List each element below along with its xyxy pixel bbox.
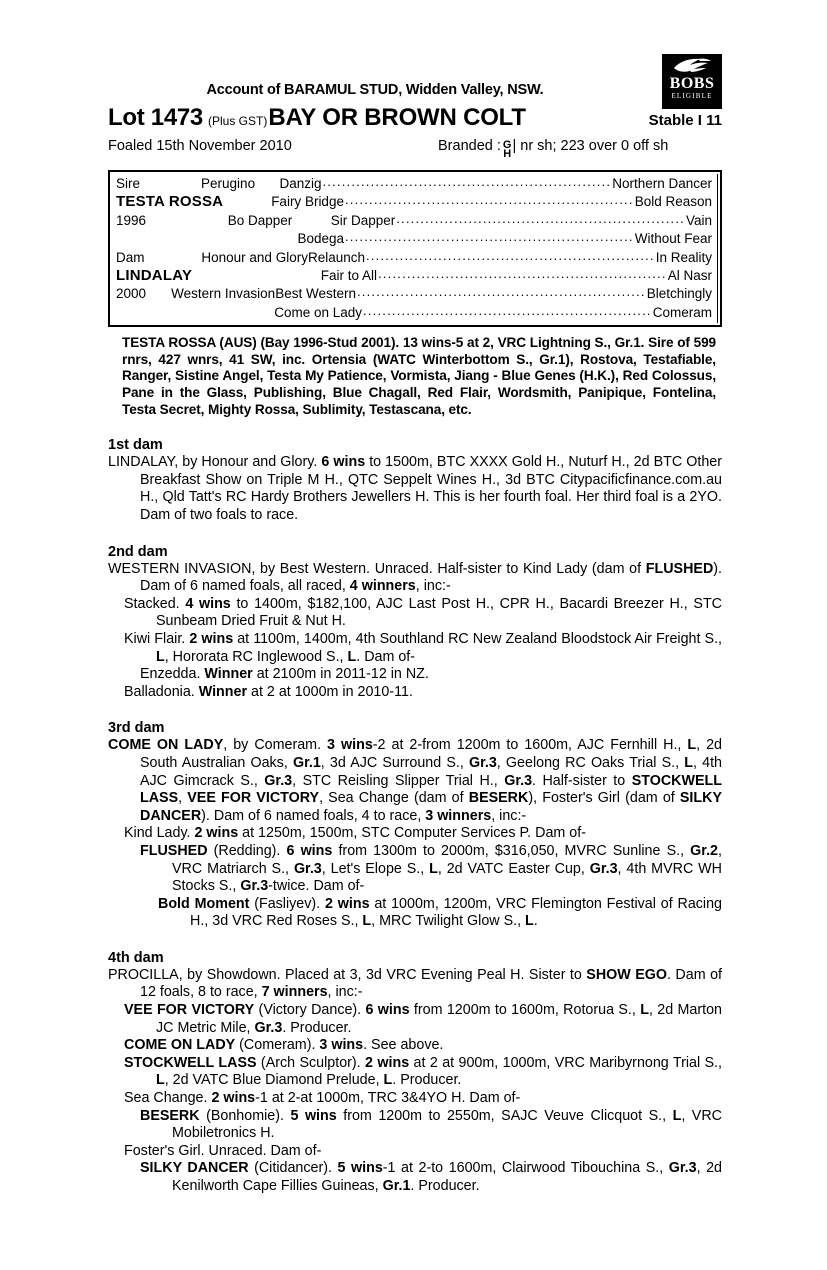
- pedigree-grandparents: [274, 304, 718, 322]
- pedigree-paragraph: COME ON LADY (Comeram). 3 wins. See above.: [124, 1037, 444, 1054]
- brand-symbol: [503, 141, 512, 159]
- foaled-branded-row: [108, 138, 722, 161]
- pedigree-parent: [223, 193, 271, 211]
- pedigree-great-grandparent: In Reality: [655, 249, 712, 265]
- plus-gst-note: (Plus GST): [207, 114, 268, 128]
- bobs-eligible-text: ELIGIBLE: [671, 92, 713, 100]
- pedigree-paragraph: Kind Lady. 2 wins at 1250m, 1500m, STC Computer Services P. Dam of-: [124, 825, 586, 842]
- pedigree-label: [116, 230, 210, 248]
- pedigree-paragraph: Balladonia. Winner at 2 at 1000m in 2010-11.: [124, 683, 413, 700]
- pedigree-grandparent: Sir Dapper: [330, 212, 396, 228]
- dam-heading: 1st dam: [108, 437, 163, 454]
- branded-description: | nr sh; 223 over 0 off sh: [512, 138, 669, 154]
- pedigree-great-grandparent: Vain: [685, 212, 712, 228]
- pedigree-grandparent: Best Western: [275, 286, 356, 302]
- page-content: [108, 44, 722, 1196]
- pedigree-paragraph: PROCILLA, by Showdown. Placed at 3, 3d VRC Evening Peal H. Sister to SHOW EGO. Dam of 12 foals, 8 to race, 7 winners, inc:-: [108, 966, 722, 1001]
- pedigree-table: [108, 170, 722, 327]
- dot-leader: ............................................................: [344, 192, 634, 208]
- pedigree-label: Dam: [116, 249, 145, 265]
- sire-summary: TESTA ROSSA (AUS) (Bay 1996-Stud 2001). 13 wins-5 at 2, VRC Lightning S., Gr.1. Sire of 599 rnrs, 427 wnrs, 41 SW, inc. Ortensia (WATC Winterbottom S., Gr.1), Rostova, Testafiable, Ranger, Sistine Angel, Testa My Patience, Vormista, Jiang - Blue Genes (H.K.), Red Colossus, Pane in the Glass, Publishing, Blue Chagall, Red Flair, Wordsmith, Panipique, Fontelina, Testa Secret, Mighty Rossa, Sublimity, Testascana, etc.: [122, 335, 716, 417]
- bobs-wordmark: BOBS: [669, 75, 715, 92]
- pedigree-paragraph: Enzedda. Winner at 2100m in 2011-12 in NZ.: [140, 666, 429, 683]
- pedigree-paragraph: COME ON LADY, by Comeram. 3 wins-2 at 2-from 1200m to 1600m, AJC Fernhill H., L, 2d South Australian Oaks, Gr.1, 3d AJC Surround S., Gr.3, Geelong RC Oaks Trial S., L, 4th AJC Gimcrack S., Gr.3, STC Reisling Slipper Trial H., Gr.3. Half-sister to STOCKWELL LASS, VEE FOR VICTORY, Sea Change (dam of BESERK), Foster's Girl (dam of SILKY DANCER). Dam of 6 named foals, 4 to race, 3 winners, inc:-: [108, 737, 723, 824]
- pedigree-paragraph: STOCKWELL LASS (Arch Sculptor). 2 wins at 2 at 900m, 1000m, VRC Maribyrnong Trial S., L, 2d VATC Blue Diamond Prelude, L. Producer.: [124, 1054, 723, 1089]
- pedigree-paragraph: SILKY DANCER (Citidancer). 5 wins-1 at 2-to 1600m, Clairwood Tibouchina S., Gr.3, 2d Kenilworth Cape Fillies Guineas, Gr.1. Producer.: [140, 1160, 722, 1194]
- pedigree-great-grandparent: Bletchingly: [646, 286, 712, 302]
- pedigree-parent: [210, 230, 297, 248]
- pedigree-paragraph: Bold Moment (Fasliyev). 2 wins at 1000m, 1200m, VRC Flemington Festival of Racing H., 3d VRC Red Roses S., L, MRC Twilight Glow S., L.: [158, 895, 722, 930]
- pedigree-great-grandparent: Northern Dancer: [612, 176, 712, 191]
- pedigree-label: [116, 304, 198, 322]
- pedigree-grandparent: Fairy Bridge: [271, 194, 344, 210]
- pedigree-paragraph: LINDALAY, by Honour and Glory. 6 wins to 1500m, BTC XXXX Gold H., Nuturf H., 2d BTC Other Breakfast Show on Triple M H., QTC Seppelt Wines H., 3d BTC Citypacificfinance.com.au H., Qld Tatt's RC Hardy Brothers Jewellers H. This is her fourth foal. Her third foal is a 2YO. Dam of two foals to race.: [108, 454, 722, 523]
- pedigree-parent: Honour and Glory: [201, 249, 308, 265]
- dam-heading: 2nd dam: [108, 543, 168, 560]
- brand-top-char: G: [502, 139, 512, 151]
- pedigree-parent: Bo Dapper: [227, 212, 293, 228]
- dam-heading: 4th dam: [108, 949, 164, 966]
- pedigree-paragraph: Kiwi Flair. 2 wins at 1100m, 1400m, 4th Southland RC New Zealand Bloodstock Air Freight S., L, Hororata RC Inglewood S., L. Dam of-: [124, 630, 723, 665]
- pedigree-paragraph: BESERK (Bonhomie). 5 wins from 1200m to 2550m, SAJC Veuve Clicquot S., L, VRC Mobiletronics H.: [140, 1107, 722, 1142]
- pedigree-horse-name: LINDALAY: [116, 267, 193, 285]
- foaled-date: Foaled 15th November 2010: [108, 138, 292, 154]
- pedigree-parent: Western Invasion: [171, 286, 276, 302]
- dot-leader: ............................................................: [396, 210, 685, 226]
- pedigree-paragraph: FLUSHED (Redding). 6 wins from 1300m to 2000m, $316,050, MVRC Sunline S., Gr.2, VRC Matriarch S., Gr.3, Let's Elope S., L, 2d VATC Easter Cup, Gr.3, 4th MVRC WH Stocks S., Gr.3-twice. Dam of-: [140, 842, 722, 895]
- pedigree-label: 2000: [116, 286, 147, 302]
- pedigree-label: Sire: [116, 176, 141, 191]
- bobs-eligible-logo: [662, 54, 722, 109]
- pedigree-great-grandparent: Without Fear: [634, 231, 712, 247]
- dot-leader: ............................................................: [356, 284, 646, 300]
- dot-leader: ............................................................: [366, 247, 655, 263]
- branded-label: Branded :: [438, 138, 501, 154]
- pedigree-paragraph: Stacked. 4 wins to 1400m, $182,100, AJC Last Post H., CPR H., Bacardi Breezer H., STC Sunbeam Dried Fruit & Nut H.: [124, 595, 723, 630]
- account-line: Account of BARAMUL STUD, Widden Valley, NSW.: [206, 82, 544, 98]
- pedigree-parent: [198, 304, 274, 322]
- pedigree-grandparent: Relaunch: [307, 249, 365, 265]
- pedigree-label: 1996: [116, 212, 147, 228]
- pedigree-great-grandparent: Bold Reason: [634, 194, 712, 210]
- pedigree-horse-name: TESTA ROSSA: [116, 193, 224, 211]
- dot-leader: ............................................................: [363, 302, 652, 318]
- brand-bottom-char: H: [503, 148, 512, 160]
- pedigree-grandparent: Come on Lady: [274, 304, 363, 320]
- pedigree-parent: [223, 267, 321, 285]
- pedigree-paragraph: VEE FOR VICTORY (Victory Dance). 6 wins from 1200m to 1600m, Rotorua S., L, 2d Marton JC Metric Mile, Gr.3. Producer.: [124, 1002, 722, 1036]
- pedigree-great-grandparent: Comeram: [652, 304, 712, 320]
- lot-title-row: [108, 104, 722, 132]
- pedigree-parent: Perugino: [201, 176, 256, 191]
- dam-sections: [108, 437, 722, 1195]
- pedigree-row: [116, 304, 718, 322]
- dot-leader: ............................................................: [378, 266, 667, 282]
- lot-number: Lot 1473: [108, 104, 203, 131]
- pedigree-grandparent: Bodega: [297, 231, 344, 247]
- pedigree-grandparent: Danzig: [279, 176, 322, 191]
- bobs-bird-icon: [670, 57, 714, 75]
- pedigree-great-grandparent: Al Nasr: [667, 268, 712, 284]
- stable-number: Stable I 11: [648, 112, 722, 129]
- pedigree-paragraph: Foster's Girl. Unraced. Dam of-: [124, 1142, 322, 1159]
- pedigree-grandparent: Fair to All: [320, 268, 378, 284]
- dam-heading: 3rd dam: [108, 720, 165, 737]
- pedigree-paragraph: WESTERN INVASION, by Best Western. Unraced. Half-sister to Kind Lady (dam of FLUSHED). Dam of 6 named foals, all raced, 4 winners, inc:-: [108, 560, 722, 595]
- branded-info: [438, 138, 668, 161]
- pedigree-paragraph: Sea Change. 2 wins-1 at 2-at 1000m, TRC 3&4YO H. Dam of-: [124, 1090, 521, 1107]
- dot-leader: ............................................................: [345, 229, 634, 245]
- dot-leader: ............................................................: [322, 174, 612, 189]
- page-title: BAY OR BROWN COLT: [268, 104, 526, 131]
